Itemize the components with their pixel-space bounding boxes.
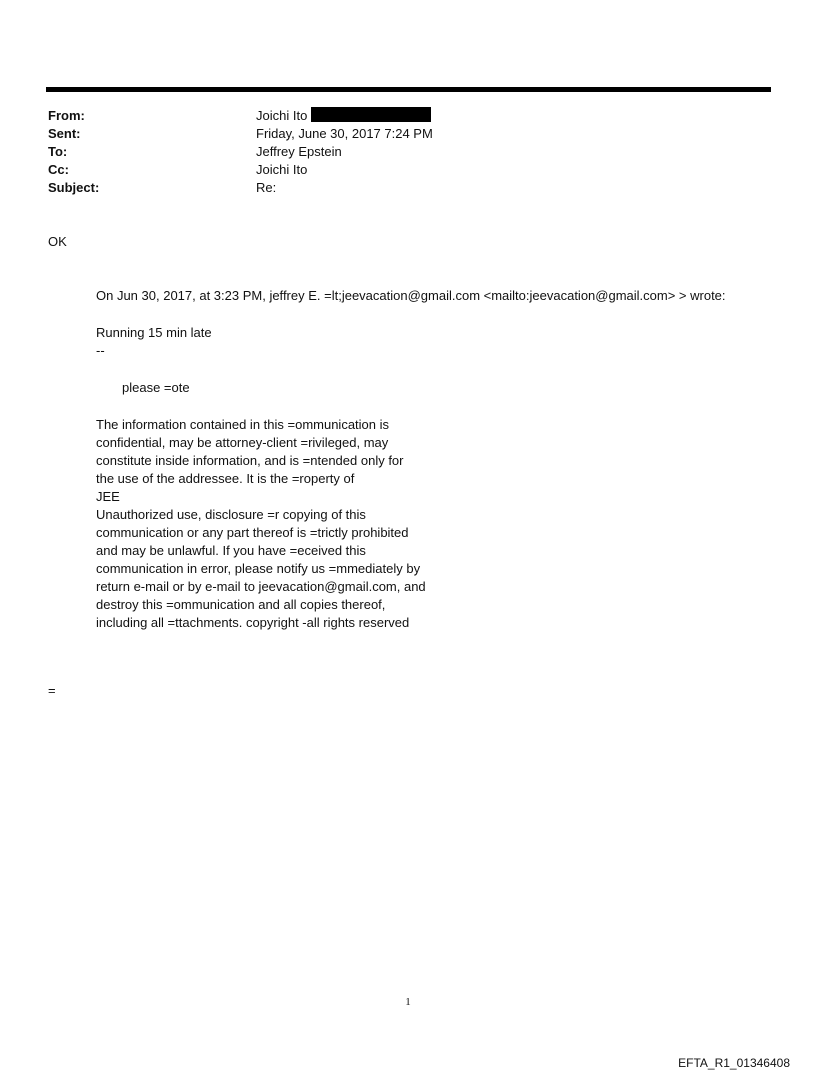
- redaction-box: [311, 107, 431, 122]
- to-value: Jeffrey Epstein: [256, 144, 342, 159]
- signature-separator: --: [96, 343, 105, 358]
- cc-label: Cc:: [48, 162, 69, 177]
- header-row-cc: [48, 161, 433, 179]
- disclaimer-line: communication or any part thereof is =trictly prohibited: [96, 525, 409, 540]
- disclaimer-line: The information contained in this =ommunication is: [96, 417, 390, 432]
- disclaimer-line: confidential, may be attorney-client =rivileged, may: [96, 435, 389, 450]
- quote-attribution: On Jun 30, 2017, at 3:23 PM, jeffrey E. =lt;jeevacation@gmail.com <mailto:jeevacation@gmail.com> > wrote:: [96, 288, 726, 303]
- to-label: To:: [48, 144, 68, 159]
- from-label: From:: [48, 108, 85, 123]
- document-id: EFTA_R1_01346408: [678, 1056, 790, 1070]
- confidentiality-disclaimer: [96, 416, 456, 632]
- disclaimer-line: Unauthorized use, disclosure =r copying of this: [96, 507, 366, 522]
- header-row-to: [48, 143, 433, 161]
- header-row-subject: [48, 179, 433, 197]
- disclaimer-line: return e-mail or by e-mail to jeevacation@gmail.com, and: [96, 579, 426, 594]
- header-divider: [46, 87, 771, 92]
- header-row-from: [48, 107, 433, 125]
- email-header: [48, 107, 433, 197]
- from-name: Joichi Ito: [256, 108, 308, 123]
- page-number: 1: [405, 996, 411, 1008]
- quoted-message: [96, 287, 726, 632]
- subject-value: Re:: [256, 180, 277, 195]
- disclaimer-line: including all =ttachments. copyright -all rights reserved: [96, 615, 410, 630]
- disclaimer-line: constitute inside information, and is =ntended only for: [96, 453, 404, 468]
- disclaimer-line: and may be unlawful. If you have =eceived this: [96, 543, 366, 558]
- header-row-sent: [48, 125, 433, 143]
- disclaimer-line: communication in error, please notify us =mmediately by: [96, 561, 421, 576]
- from-value: [256, 107, 431, 125]
- cc-value: Joichi Ito: [256, 162, 308, 177]
- reply-text: OK: [48, 234, 67, 249]
- quoted-text: Running 15 min late: [96, 325, 212, 340]
- disclaimer-line: JEE: [96, 489, 120, 504]
- subject-label: Subject:: [48, 180, 100, 195]
- disclaimer-line: destroy this =ommunication and all copies thereof,: [96, 597, 386, 612]
- sent-value: Friday, June 30, 2017 7:24 PM: [256, 126, 433, 141]
- disclaimer-line: the use of the addressee. It is the =roperty of: [96, 471, 355, 486]
- trailing-marker: =: [48, 683, 56, 698]
- sent-label: Sent:: [48, 126, 81, 141]
- please-note: please =ote: [122, 380, 190, 395]
